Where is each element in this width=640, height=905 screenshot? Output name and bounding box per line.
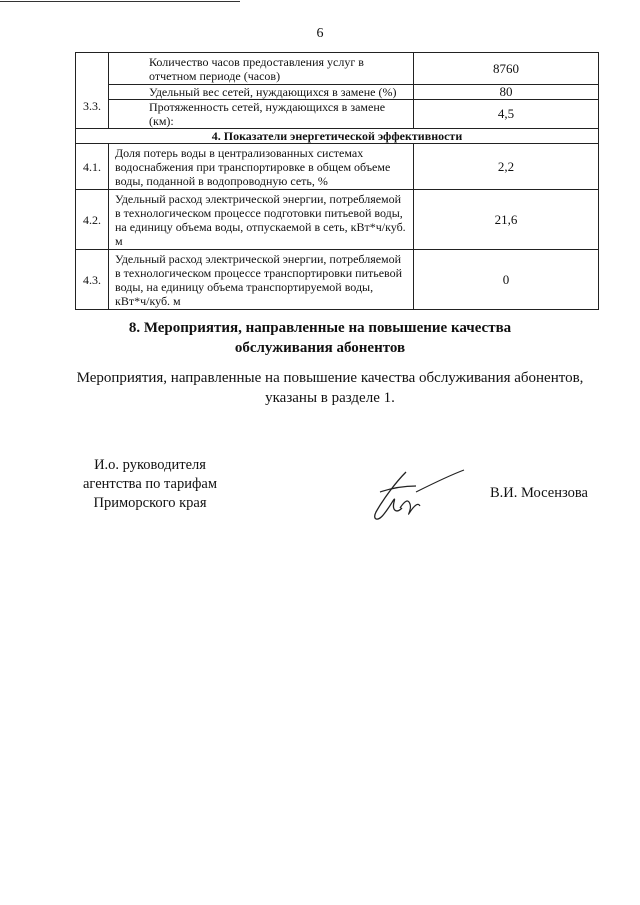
signatory-title-line: агентства по тарифам <box>83 476 217 492</box>
row-description: Протяженность сетей, нуждающихся в замене (км): <box>109 100 414 129</box>
table-row <box>76 85 599 100</box>
table-row <box>76 190 599 250</box>
indicators-table <box>75 52 599 310</box>
section-title: 4. Показатели энергетической эффективности <box>76 129 599 144</box>
row-value: 4,5 <box>414 100 599 129</box>
table-row <box>76 144 599 190</box>
top-rule <box>0 1 240 2</box>
row-value: 80 <box>414 85 599 100</box>
row-description: Удельный расход электрической энергии, потребляемой в технологическом процессе транспортировки питьевой воды, на единицу объема транспортируемой воды, кВт*ч/куб. м <box>109 250 414 310</box>
row-value: 2,2 <box>414 144 599 190</box>
handwritten-signature <box>366 462 476 530</box>
signatory-name: В.И. Мосензова <box>490 485 588 501</box>
signatory-title-line: Приморского края <box>93 495 207 511</box>
row-description: Удельный вес сетей, нуждающихся в замене (%) <box>109 85 414 100</box>
row-value: 8760 <box>414 53 599 85</box>
row-number <box>76 53 109 85</box>
row-number: 4.1. <box>76 144 109 190</box>
table-section-row <box>76 129 599 144</box>
row-number: 4.3. <box>76 250 109 310</box>
body-paragraph: Мероприятия, направленные на повышение качества обслуживания абонентов, указаны в разделе 1. <box>76 370 584 406</box>
row-value: 0 <box>414 250 599 310</box>
row-value: 21,6 <box>414 190 599 250</box>
signatory-title <box>60 456 240 513</box>
table-row <box>76 100 599 129</box>
row-description: Количество часов предоставления услуг в отчетном периоде (часов) <box>109 53 414 85</box>
heading-line-2: обслуживания абонентов <box>234 340 406 356</box>
heading-line-1: 8. Мероприятия, направленные на повышение качества <box>128 320 512 336</box>
page-number: 6 <box>316 26 324 41</box>
table-row <box>76 250 599 310</box>
signatory-title-line: И.о. руководителя <box>94 457 206 473</box>
section-heading <box>0 318 640 358</box>
row-description: Удельный расход электрической энергии, потребляемой в технологическом процессе подготовки питьевой воды, на единицу объема воды, отпускаемой в сеть, кВт*ч/куб. м <box>109 190 414 250</box>
row-number: 3.3. <box>76 85 109 129</box>
table-row <box>76 53 599 85</box>
row-number: 4.2. <box>76 190 109 250</box>
row-description: Доля потерь воды в централизованных системах водоснабжения при транспортировке в общем объеме воды, поданной в водопроводную сеть, % <box>109 144 414 190</box>
